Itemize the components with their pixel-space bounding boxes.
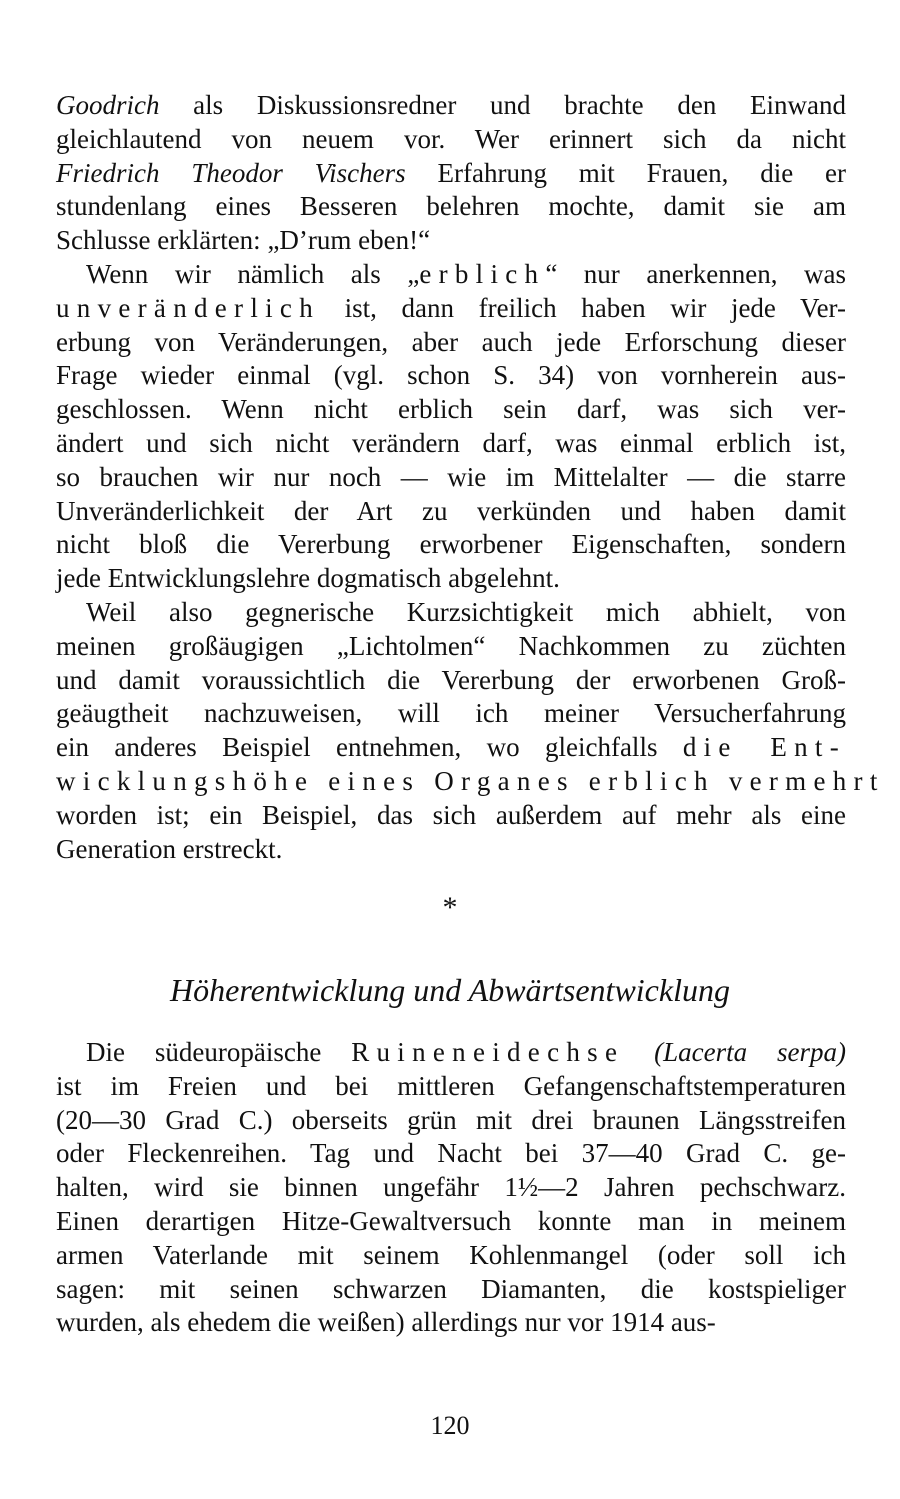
paragraph [56,596,885,866]
paragraph [56,89,846,258]
text-line [56,190,846,224]
text-run: sagen: mit seinen schwarzen Diamanten, die kostspieliger [56,1273,846,1304]
text-line [56,1171,846,1205]
text-run: und damit voraussichtlich die Vererbung der erworbenen Groß- [56,664,846,695]
text-line [56,157,846,191]
italic-text: Goodrich [56,90,160,120]
italic-text: (Lacerta serpa) [654,1037,846,1067]
body-text-bottom [56,1036,846,1340]
body-text-top [56,89,885,866]
text-line [56,427,846,461]
text-run: Frage wieder einmal (vgl. schon S. 34) von vornherein aus- [56,360,846,391]
text-line [56,1070,846,1104]
text-line [56,258,846,292]
text-line [56,664,846,698]
paragraph [56,1036,846,1340]
text-run: gleichlautend von neuem vor. Wer erinnert sich da nicht [56,123,846,154]
text-run: “ nur anerkennen, was [545,258,846,289]
text-run: jede Entwicklungslehre dogmatisch abgelehnt. [56,563,560,594]
text-run: halten, wird sie binnen ungefähr 1½—2 Jahren pechschwarz. [56,1172,846,1203]
spaced-text: Ruineneidechse [351,1037,625,1067]
text-run: ein anderes Beispiel entnehmen, wo gleichfalls [56,732,683,763]
spaced-text: die Ent- [682,732,846,763]
text-run: Einen derartigen Hitze-Gewaltversuch konnte man in meinem [56,1205,846,1236]
text-run [624,1037,654,1067]
text-run: geäugtheit nachzuweisen, will ich meiner Versucherfahrung [56,698,846,729]
text-run: ist, dann freilich haben wir jede Ver- [319,292,846,323]
text-line [56,1104,846,1138]
text-line [56,731,846,765]
text-run: Die südeuropäische [86,1037,352,1067]
text-line [56,1239,846,1273]
text-run: meinen großäugigen „Lichtolmen“ Nachkommen zu züchten [56,630,846,661]
text-run: ändert und sich nicht verändern darf, was einmal erblich ist, [56,427,846,458]
text-run: nicht bloß die Vererbung erworbener Eigenschaften, sondern [56,529,846,560]
text-run: Unveränderlichkeit der Art zu verkünden und haben damit [56,495,846,526]
page-number: 120 [430,1411,470,1440]
text-line [56,461,846,495]
text-line [56,596,846,630]
text-line [56,799,846,833]
text-line [56,326,846,360]
text-run: (20—30 Grad C.) oberseits grün mit drei braunen Längsstreifen [56,1104,846,1135]
spaced-text: unveränderlich [56,292,320,323]
text-line [56,833,846,867]
text-line [56,1205,846,1239]
text-run: als Diskussionsredner und brachte den Einwand [159,90,846,120]
spaced-text: erblich [419,258,546,289]
text-line [56,1137,846,1171]
text-run: ist im Freien und bei mittleren Gefangenschaftstemperaturen [56,1070,846,1101]
section-heading: Höherentwicklung und Abwärtsentwicklung [170,972,730,1008]
text-line [56,697,846,731]
text-line [56,765,885,799]
text-line [56,495,846,529]
text-run: Erfahrung mit Frauen, die er [405,157,847,188]
text-line [56,630,846,664]
text-line [56,562,846,596]
text-run: wurden, als ehedem die weißen) allerdings nur vor 1914 aus- [56,1307,716,1338]
text-line [56,393,846,427]
text-run: armen Vaterlande mit seinem Kohlenmangel (oder soll ich [56,1239,846,1270]
text-run: worden ist; ein Beispiel, das sich außerdem auf mehr als eine [56,799,846,830]
text-line [56,123,846,157]
text-run: erbung von Veränderungen, aber auch jede Erforschung dieser [56,326,846,357]
text-run: Weil also gegnerische Kurzsichtigkeit mich abhielt, von [86,596,846,627]
text-run: so brauchen wir nur noch — wie im Mittelalter — die starre [56,461,846,492]
paragraph [56,258,846,596]
text-line [56,1273,846,1307]
italic-text: Friedrich Theodor Vischers [56,157,406,188]
text-run: Wenn wir nämlich als „ [86,258,420,289]
text-run: geschlossen. Wenn nicht erblich sein darf, was sich ver- [56,394,846,425]
section-separator: * [442,891,458,924]
text-line [56,224,846,258]
spaced-text: wicklungshöhe eines Organes erblich vermehrt [56,765,885,796]
text-line [56,1036,846,1070]
text-line [56,528,846,562]
text-line [56,89,846,123]
text-run: Generation erstreckt. [56,833,283,864]
text-run: Schlusse erklärten: „D’rum eben!“ [56,225,431,256]
text-line [56,359,846,393]
text-run: oder Fleckenreihen. Tag und Nacht bei 37—40 Grad C. ge- [56,1138,846,1169]
text-line [56,1306,846,1340]
text-line [56,292,846,326]
text-run: stundenlang eines Besseren belehren mochte, damit sie am [56,191,846,222]
